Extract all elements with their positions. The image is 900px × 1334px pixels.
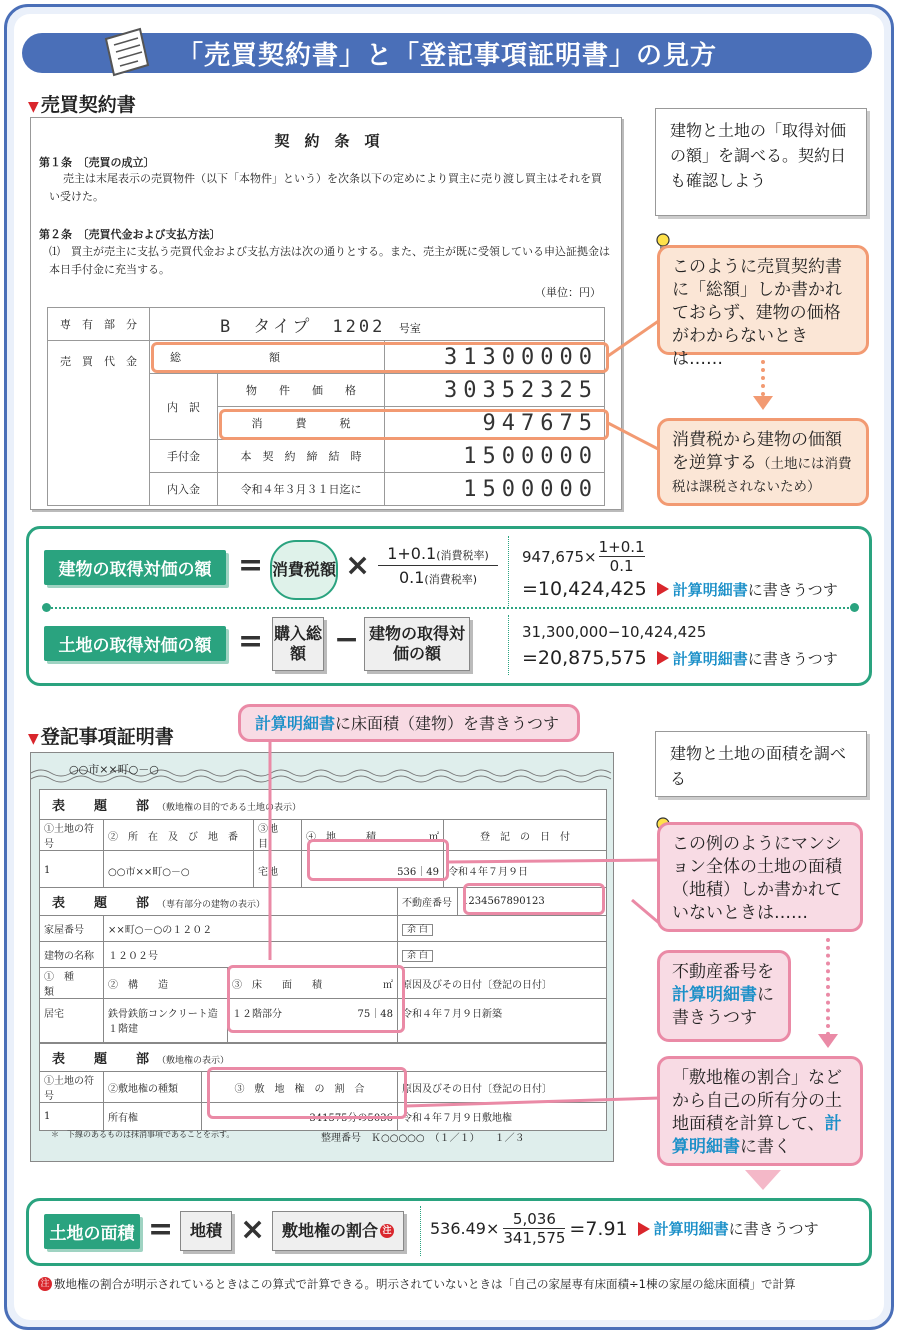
dot-right — [850, 603, 859, 612]
obox2-small: （土地には消費税は課税されないため） — [672, 455, 852, 495]
purchase-total-box: 購入総額 — [272, 617, 324, 671]
red-arrow-icon-3 — [638, 1222, 650, 1236]
tax-amount-pill: 消費税額 — [270, 540, 338, 600]
f1-den: 0.1 — [398, 568, 425, 587]
t1-v4b: 49 — [426, 867, 439, 878]
t2-c3u: ㎡ — [383, 979, 393, 991]
pink-callout-property-number — [657, 950, 791, 1042]
t2-c1: ① 種 類 — [40, 968, 104, 999]
pink-top-tail: に床面積（建物）を書きうつす — [335, 714, 560, 733]
t3-c3: ③ 敷 地 権 の 割 合 — [202, 1072, 398, 1103]
t2-r1v: ××町○－○の１２０２ — [104, 916, 398, 942]
t3-c2: ②敷地権の種類 — [104, 1072, 202, 1103]
t2-v3: １２階部分 — [232, 1009, 282, 1020]
formula1-calc-result — [522, 578, 838, 600]
red-arrow-icon-2 — [657, 651, 669, 665]
article2-title: 第２条 〔売買代金および支払方法〕 — [39, 228, 221, 241]
tetsuke-desc: 本 契 約 締 結 時 — [218, 440, 385, 473]
divider-v1 — [508, 536, 509, 608]
footnote — [38, 1276, 868, 1292]
tetsuke-label: 手付金 — [150, 440, 218, 473]
dotted-arrow-line-2 — [826, 938, 830, 1036]
minus-symbol: − — [334, 622, 360, 657]
pbox2-a: 不動産番号を — [672, 962, 774, 982]
f2-dest-tail: に書きうつす — [747, 649, 838, 668]
tetsuke-value: 1500000 — [463, 443, 598, 469]
arrow-down-icon-3 — [745, 1170, 781, 1190]
t1-v2: ○○市××町○－○ — [104, 851, 254, 891]
t2-v1: 居宅 — [40, 999, 104, 1043]
t3-c4: 原因及びその日付〔登記の日付〕 — [398, 1072, 607, 1103]
t3-v1: 1 — [40, 1103, 104, 1131]
t2-v2: 鉄骨鉄筋コンクリート造１階建 — [104, 999, 228, 1043]
f3-calc-a: 536.49× — [430, 1219, 500, 1238]
exclusive-part-value: B タイプ 1202 — [220, 316, 386, 337]
f2-calc-res: =20,875,575 — [522, 647, 647, 669]
article2-body: ⑴ 買主が売主に支払う売買代金および支払方法は次の通りとする。また、売主が既に受領している申込証拠金は本日手付金に充当する。 — [49, 245, 610, 277]
triangle-icon: ▼ — [28, 99, 39, 115]
dotted-arrow-line-1 — [761, 360, 765, 396]
formula1-calc-top — [522, 538, 645, 575]
f1-calc-res: =10,424,425 — [522, 578, 647, 600]
orange-callout-total: このように売買契約書に「総額」しか書かれておらず、建物の価格がわからないときは…… — [657, 245, 869, 355]
t2-c4: 原因及びその日付〔登記の日付〕 — [398, 968, 607, 999]
t1-c3: ③地 目 — [254, 820, 302, 851]
pink-callout-land-area: この例のようにマンション全体の土地の面積（地積）しか書かれていないときは…… — [657, 822, 863, 932]
f1-den-s: (消費税率) — [424, 573, 478, 586]
t2-r2v: １２０２号 — [104, 942, 398, 968]
t1-v4: 536 — [397, 867, 417, 878]
registry-footnote: ＊ 下線のあるものは抹消事項であることを示す。 — [51, 1130, 235, 1139]
f1-calc-a: 947,675× — [522, 547, 597, 566]
building-price-label: 建物の取得対価の額 — [44, 550, 226, 585]
formula3-calc — [430, 1210, 819, 1247]
note-area: 建物と土地の面積を調べる — [655, 731, 867, 797]
triangle-icon-2: ▼ — [28, 731, 39, 747]
obox2-main: 消費税から建物の価額を逆算する — [672, 430, 842, 473]
t1-v3: 宅地 — [254, 851, 302, 891]
t2-num: 1234567890123 — [458, 888, 607, 916]
footnote-mark-icon: 注 — [38, 1277, 52, 1291]
tax-label: 消 費 税 — [218, 407, 385, 440]
formula1-fraction — [378, 544, 498, 587]
f1-num: 1+0.1 — [387, 544, 437, 563]
f3-num: 5,036 — [512, 1210, 556, 1228]
registry-table-building: 表 題 部（専有部分の建物の表示） 不動産番号 1234567890123 家屋番号 ××町○－○の１２０２ 余 白 建物の名称 １２０２号 余 白 ① 種 類 ② 構 造 ③ 床 面 積 ㎡ 原因及びその日付〔登記の日付〕 居宅 鉄骨鉄筋コンクリート造１階建 １２階部分 75｜48 令和４年７月９日新築 — [39, 887, 607, 1043]
registry-serial: 整理番号 Ｋ○○○○○ （１／１） １／３ — [321, 1133, 525, 1144]
price-label: 売 買 代 金 — [48, 341, 150, 506]
f2-dest: 計算明細書 — [672, 649, 748, 668]
tax-value: 947675 — [482, 410, 598, 436]
room-suffix: 号室 — [398, 321, 421, 335]
exclusive-part-label: 専 有 部 分 — [48, 308, 150, 341]
t2-v3b: 48 — [380, 1009, 393, 1020]
t2-head: 表 題 部 — [52, 896, 158, 911]
article1-title: 第１条 〔売買の成立〕 — [39, 156, 155, 169]
t1-c4: ④ 地 積 — [306, 831, 376, 843]
pbox2-b: に書きうつす — [672, 984, 774, 1028]
arrow-down-icon-2 — [818, 1034, 838, 1048]
pbox3-a: 「敷地権の割合」などから自己の所有分の土地面積を計算して、 — [672, 1068, 842, 1134]
equals-symbol: = — [238, 548, 264, 583]
formula2-calc-a: 31,300,000−10,424,425 — [522, 623, 707, 641]
t1-c1: ①土地の符号 — [40, 820, 104, 851]
t2-v3n: 75 — [357, 1009, 371, 1020]
f1-num-s: (消費税率) — [436, 549, 489, 562]
t2-c2: ② 構 造 — [104, 968, 228, 999]
divider-v3 — [420, 1206, 421, 1256]
registry-address: ○○市××町○－○ — [69, 763, 159, 776]
footnote-text: 敷地権の割合が明示されているときはこの算式で計算できる。明示されていないときは「自己の家屋専有床面積÷1棟の家屋の総床面積」で計算 — [54, 1277, 796, 1291]
land-price-label: 土地の取得対価の額 — [44, 626, 226, 661]
equals-symbol-2: = — [238, 624, 264, 659]
note-acquisition: 建物と土地の「取得対価の額」を調べる。契約日も確認しよう — [655, 108, 867, 216]
pbox3-blue: 計算明細書 — [672, 1113, 842, 1157]
t2-r1l: 家屋番号 — [40, 916, 104, 942]
pbox3-b: に書く — [740, 1136, 791, 1157]
f1-dest-tail: に書きうつす — [747, 580, 838, 599]
divider-h1 — [44, 607, 856, 609]
t3-v2: 所有権 — [104, 1103, 202, 1131]
pink-top-blue: 計算明細書 — [255, 714, 336, 733]
t3-sub: （敷地権の表示） — [157, 1056, 230, 1066]
section-contract-text: 売買契約書 — [40, 94, 136, 116]
t3-v4: 令和４年７月９日敷地権 — [398, 1103, 607, 1131]
t1-c5: 登 記 の 日 付 — [444, 820, 607, 851]
unit-label: （単位：円） — [535, 286, 601, 299]
times-symbol-2: × — [240, 1212, 266, 1247]
article1-body: 売主は末尾表示の売買物件（以下「本物件」という）を次条以下の定めにより買主に売り渡し買主はそれを買い受けた。 — [49, 172, 602, 204]
naiire-desc: 令和４年３月３１日迄に — [218, 473, 385, 506]
t2-v4: 令和４年７月９日新築 — [398, 999, 607, 1043]
f1-calc-num: 1+0.1 — [598, 538, 645, 556]
t1-v5: 令和４年７月９日 — [444, 851, 607, 891]
naiire-value: 1500000 — [463, 476, 598, 502]
arrow-down-icon — [753, 396, 773, 410]
divider-v2 — [508, 615, 509, 675]
bukken-value: 30352325 — [444, 377, 598, 403]
f1-calc-den: 0.1 — [599, 556, 645, 575]
orange-callout-tax — [657, 418, 869, 506]
breakdown-label: 内 訳 — [150, 374, 218, 440]
total-label: 総 額 — [150, 341, 385, 374]
t1-sub: （敷地権の目的である土地の表示） — [157, 803, 302, 813]
t1-head: 表 題 部 — [52, 799, 158, 814]
red-arrow-icon — [657, 582, 669, 596]
bukken-label: 物 件 価 格 — [218, 374, 385, 407]
t2-r2l: 建物の名称 — [40, 942, 104, 968]
registry-table-land: 表 題 部（敷地権の目的である土地の表示） ①土地の符号 ② 所 在 及 び 地 番 ③地 目 ④ 地 積 ㎡ 登 記 の 日 付 1 ○○市××町○－○ 宅地 536｜49 令和４年７月９日 — [39, 789, 607, 891]
t2-sub: （専有部分の建物の表示） — [157, 900, 266, 910]
t3-c1: ①土地の符号 — [40, 1072, 104, 1103]
f3-dest: 計算明細書 — [653, 1220, 729, 1238]
t2-yohaku1: 余 白 — [402, 924, 433, 936]
pbox2-blue: 計算明細書 — [672, 984, 757, 1005]
f3-res: =7.91 — [569, 1217, 628, 1240]
dot-left — [42, 603, 51, 612]
t1-c4u: ㎡ — [429, 831, 439, 843]
section-registry-text: 登記事項証明書 — [40, 726, 174, 748]
note-mark-icon: 注 — [380, 1224, 394, 1238]
building-price-box: 建物の取得対価の額 — [364, 617, 470, 671]
t1-c2: ② 所 在 及 び 地 番 — [104, 820, 254, 851]
total-value: 31300000 — [444, 344, 598, 370]
t2-c3: ③ 床 面 積 — [232, 979, 322, 991]
page-title: 「売買契約書」と「登記事項証明書」の見方 — [22, 33, 872, 73]
equals-symbol-3: = — [148, 1212, 174, 1247]
t2-yohaku2: 余 白 — [402, 950, 433, 962]
formula2-calc-result — [522, 647, 838, 669]
site-ratio-box — [272, 1211, 404, 1251]
f3-dest-tail: に書きうつす — [728, 1220, 819, 1238]
naiire-label: 内入金 — [150, 473, 218, 506]
contract-heading: 契 約 条 項 — [274, 132, 380, 150]
t3-head: 表 題 部 — [52, 1052, 158, 1067]
t3-v3: 341575分の5036 — [202, 1103, 398, 1131]
f1-dest: 計算明細書 — [672, 580, 748, 599]
t2-numlbl: 不動産番号 — [398, 888, 458, 916]
times-symbol: × — [345, 548, 371, 583]
f3-box2: 敷地権の割合 — [281, 1221, 378, 1240]
t1-v1: 1 — [40, 851, 104, 891]
pink-callout-site-ratio — [657, 1056, 863, 1166]
f3-den: 341,575 — [503, 1229, 566, 1247]
land-area-label: 土地の面積 — [44, 1214, 140, 1249]
land-area-box: 地積 — [180, 1211, 232, 1251]
